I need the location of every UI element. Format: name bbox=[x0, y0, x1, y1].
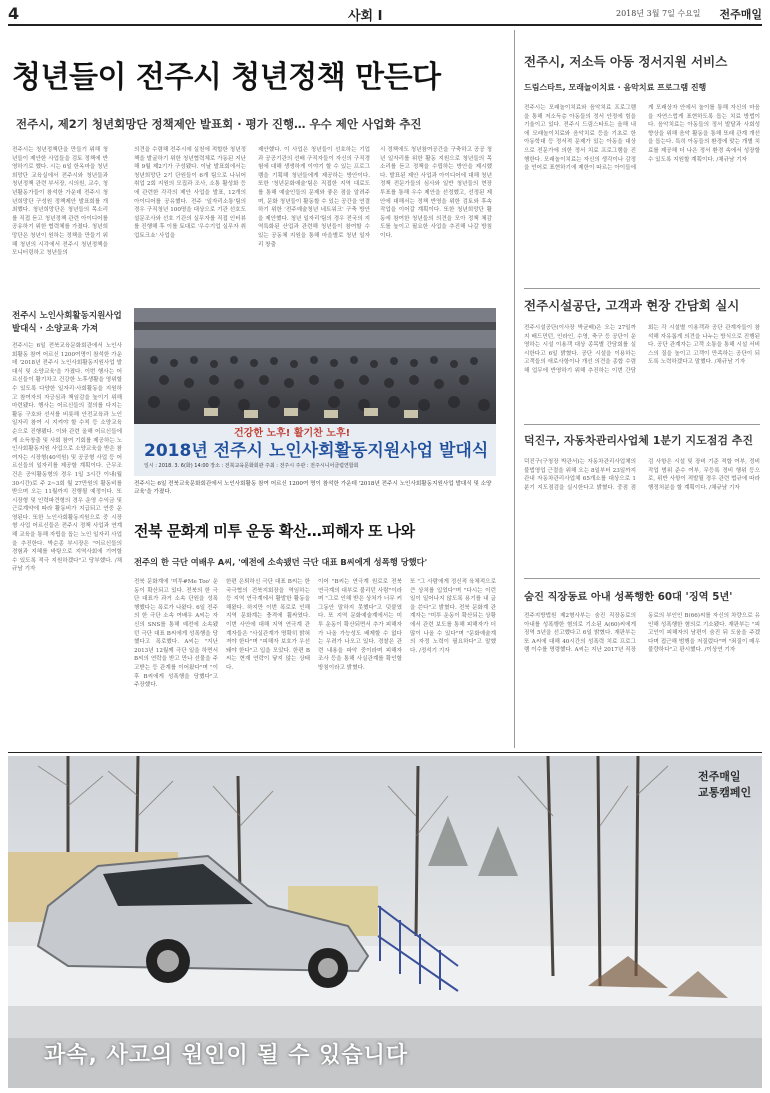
metoo-column-3: 이어 "B씨는 연극계 원로로 전북연극계의 대부로 불리던 사람"이라며 "그로 인해 받은 상처가 너무 커 그동안 말하지 못했다"고 덧붙였다. 또 지역 문화예술계에서는 미투 운동이 확산되면서 추가 피해자가 나올 가능성도 배제할 수 없다는 우려가 나오고 있다. 경찰은 관련 내용을 파악 중이라며 피해자 조사 등을 통해 사실관계를 확인할 방침이라고 밝혔다. bbox=[318, 579, 402, 671]
lead-subheadline: 전주시, 제2기 청년회망단 정책제안 발표회 · 평가 진행… 우수 제안 사업화 추진 bbox=[16, 117, 422, 131]
right-story-1-subheadline: 드림스타트, 모래놀이치료 · 음악치료 프로그램 진행 bbox=[524, 83, 707, 92]
lead-column-1: 전주시는 청년정책단을 만들기 위해 청년들이 제안한 사업들을 검토 정책에 반영하기로 했다. 시는 6일 한옥마을 청년희망단 교육실에서 전주시와 청년들과 청년정책 관련 부서장, 시의원, 교수, 청년활동가들이 참석한 가운데 전주시 청년희망단 구성원 정책제안 발표회를 개최했다. 청년희망단은 청년들의 목소리를 직접 듣고 청년정책 관련 아이디어를 공유하기 위한 협력체를 가졌다. 청년희망단은 청년이 원하는 정책을 만들기 위해 청년의 시각에서 전주시 청년정책을 모니터링하고 청년들의 bbox=[12, 147, 108, 257]
story-divider bbox=[524, 578, 760, 579]
right-story-1-text: 전주시는 모래놀이치료와 음악치료 프로그램을 통해 저소득층 아동들의 정서 안정에 힘을 기울이고 있다. 전주시 드림스타트는 올해 내에 모래놀이치료와 음악치료 등을 기초로 한 아동학대 등 정서적 문제가 있는 아동을 대상으로 전문가에 의한 정서 치료 프로그램을 진행한다. 모래놀이치료는 자신의 생각이나 감정을 언어로 표현하기에 제한이 따르는 아이들에게 모래상자 안에서 놀이를 통해 자신의 마음을 자연스럽게 표현하도록 돕는 치료 방법이다. 음악치료는 아동들의 정서 발달과 사회성 향상을 위해 음악 활동을 통해 또래 관계 개선을 돕는다. 특히 아동들의 환경에 맞는 개별 치료를 제공해 더 나은 정서 환경 속에서 성장할 수 있도록 지원할 계획이다. /채규남 기자 bbox=[524, 105, 760, 172]
campaign-brand: 전주매일 bbox=[698, 770, 741, 783]
right-story-1-headline: 전주시, 저소득 아동 정서지원 서비스 bbox=[524, 54, 728, 69]
lead-column-3: 제안했다. 이 사업은 청년들이 선호하는 기업과 공공기관의 선배 구직자들이 자신의 구직경험에 대해 생생하게 이야기 할 수 있는 프로그램을 기획해 청년들에게 제공하는 방안이다. 또한 '청년문화예술'팀은 직접한 지역 대료도를 통해 예술인들의 문제와 좋은 점을 알려주며, 문화 청년들이 활동할 수 있는 공간을 연결하기 위한 '전주예술청년 네트워크' 구축 방안을 제안했다. 청년 일자리'팀의 경우 전국의 지역특화된 산업과 관련해 청년들이 참여할 수 있는 공동체 지원을 통해 마을별로 청년 일자리 창출 bbox=[258, 147, 370, 248]
right-story-2-headline: 전주시설공단, 고객과 현장 간담회 실시 bbox=[524, 298, 740, 313]
senior-event-photo bbox=[134, 308, 496, 476]
campaign-slogan: 과속, 사고의 원인이 될 수 있습니다 bbox=[44, 1043, 409, 1068]
right-story-3-text: 덕진구(구청장 박관서)는 자동차관리사업체의 불법영업 근절을 위해 오는 8일부터 23일까지 관내 자동차관리사업체 65개소를 대상으로 1분기 지도점검을 실시한다고 밝혔다. 중점 점검 사항은 시설 및 장비 기준 적합 여부, 정비 작업 범위 준수 여부, 무등록 정비 행위 등으로, 위반 사항이 적발될 경우 관련 법규에 따라 행정처분을 할 계획이다. /채규남 기자 bbox=[524, 459, 760, 491]
campaign-top-rule bbox=[8, 752, 762, 753]
right-story-2-text: 전주시설공단(이사장 박균배)은 오는 27일까지 배드민턴, 인라인, 수영, 축구 등 공단이 운영하는 시설 이용객 대상 종목별 간담회를 실시한다고 6일 밝혔다. 공단 시설을 이용하는 고객들의 애로사항이나 개선 의견을 종합 수렴해 업무에 반영하기 위해 추진하는 이번 간담회는 각 시설별 이용객과 공단 관계자들이 참석해 자유롭게 의견을 나누는 방식으로 진행된다. 공단 관계자는 고객 소통을 통해 시설 서비스의 질을 높이고 고객이 만족하는 공단이 되도록 노력하겠다고 말했다. /채규남 기자 bbox=[524, 325, 760, 374]
lead-column-4: 시 정책에도 청년참여공간을 구축하고 공공 청년 일자리를 위한 활동 지원으로 청년들의 목소리를 듣고 정책을 수립하는 방안을 제시했다. 발표된 제안 사업과 아이디어에 대해 청년정책 전문가들의 심사와 일반 청년들의 현장 투표를 통해 우수 제안을 선정했고, 선정된 제안에 대해서는 정책 반영을 위한 검토와 후속 작업을 이어갈 계획이다. 또한 청년희망단 활동에 참여한 청년들의 의견을 모아 정책 체감도를 높이고 필요한 사업을 추진해 나갈 방침이다. bbox=[380, 147, 492, 239]
page-number: 4 bbox=[8, 4, 20, 23]
banner-info: 일시 : 2018. 3. 6(화) 14:00 장소 : 전북교육문화회관 주최 : 전주시 주관 : 전주시니어클럽연합회 bbox=[144, 463, 359, 469]
senior-text: 전주시는 6일 전북교육문화회관에서 노인사회활동 참여 어르신 1200여명이 참석한 가운데 '2018년 전주시 노인사회활동지원사업 발대식 및 소양교육'을 가졌다. 이번 행사는 어르신들이 활기차고 건강한 노후생활을 영위할 수 있도록 다양한 일자리·사회활동을 지원하고 참여자의 자긍심과 책임감을 높이기 위해 마련됐다. 행사는 어르신들의 결의를 다지는 활동 구호와 선서를 비롯해 안전교육과 노인 일자리 참여 시 지켜야 할 수칙 등 소양교육 순으로 진행됐다. 이와 관련 올해 어르신들에게 소득창출 및 사회 참여 기회를 제공하는 노인사회활동지원 사업으로 소양교육을 받은 참여자는 시장형(40억원) 및 공공형 사업 등 어르신들의 일자리를 제공할 계획이다. 근무조건은 공익활동형의 경우 1일 3시간 이내(월 30시간)로 주 2~3회 월 27만원의 활동비를 받으며 오는 11월까지 진행될 예정이다. 또 시장형 및 인력파견형의 경우 운영 수익금 및 근로계약에 따라 활동비가 지급되고 연중 운영된다. 또한 노인사회활동지원으로 중 시장형 사업 어르신들은 전주시 정책 사업과 연계해 교육을 통해 자립을 돕는 노인 일자리 사업을 추진한다. 박순종 부시장은 "어르신들의 경험과 지혜를 바탕으로 지역사회에 기여할 수 있도록 적극 지원하겠다"고 당부했다. /채규남 기자 bbox=[12, 343, 122, 573]
lead-headline: 청년들이 전주시 청년정책 만든다 bbox=[12, 60, 441, 95]
metoo-column-4: 또 "그 사람에게 정신적 육체적으로 큰 상처를 입었다"며 "다시는 이런 일이 일어나지 않도록 용기를 내 글을 쓴다"고 밝혔다. 전북 문화계 관계자는 "미투 운동이 확산되는 상황에서 관련 보도를 통해 피해자가 더 많이 나올 수 있다"며 "문화예술계의 자정 노력이 필요하다"고 말했다. /정석기 기자 bbox=[410, 579, 496, 654]
issue-date: 2018년 3월 7일 수요일 bbox=[616, 9, 701, 18]
senior-headline: 전주시 노인사회활동지원사업 발대식 · 소양교육 가져 bbox=[12, 311, 122, 334]
right-story-4-headline: 숨진 직장동료 아내 성폭행한 60대 '징역 5년' bbox=[524, 591, 733, 603]
column-divider bbox=[514, 30, 515, 748]
newspaper-brand: 전주매일 bbox=[719, 8, 762, 21]
metoo-subheadline: 전주의 한 극단 여배우 A씨, '예전에 소속됐던 극단 대표 B씨에게 성폭행 당했다' bbox=[134, 557, 428, 567]
banner-title: 2018년 전주시 노인사회활동지원사업 발대식 bbox=[144, 441, 489, 461]
right-story-4-text: 전주지방법원 제2형사부는 숨진 직장동료의 아내를 성폭행한 혐의로 기소된 A(60)씨에게 징역 5년을 선고했다고 6일 밝혔다. 재판부는 또 A씨에 대해 40시간의 성폭력 치료 프로그램 이수를 명령했다. A씨는 지난 2017년 직장동료의 부인인 B(66)씨를 자신의 차량으로 유인해 성폭행한 혐의로 기소됐다. 재판부는 "피고인이 피해자의 남편이 숨진 뒤 도움을 주겠다며 접근해 범행을 저질렀다"며 "죄질이 매우 불량하다"고 판시했다. /이상연 기자 bbox=[524, 613, 760, 654]
banner-slogan: 건강한 노후! 활기찬 노후! bbox=[234, 428, 351, 439]
section-name: 사회 I bbox=[348, 9, 383, 24]
header-rule bbox=[8, 24, 762, 26]
story-divider bbox=[524, 424, 760, 425]
metoo-headline: 전북 문화계 미투 운동 확산…피해자 또 나와 bbox=[134, 522, 415, 540]
metoo-column-2: 한편 은퇴하신 극단 대표 B씨는 한국극협의 전북지회장을 역임하는 등 지역 연극계에서 활발한 활동을 해왔다. 하지만 이번 폭로로 인해 지역 문화계는 충격에 휩싸였다. 이번 사안에 대해 지역 연극계 관계자들은 "사실관계가 명확히 밝혀져야 한다"며 "피해자 보호가 우선돼야 한다"고 입을 모았다. 한편 B씨는 현재 연락이 닿지 않는 상태다. bbox=[226, 579, 310, 671]
traffic-campaign-photo bbox=[8, 756, 762, 1088]
campaign-name: 교통캠페인 bbox=[698, 786, 752, 799]
metoo-column-1: 전북 문화계에 '미투#Me Too' 운동이 확산되고 있다. 전북의 한 극단 대표가 과거 소속 단원을 성폭행했다는 폭로가 나왔다. 6일 전주의 한 극단 소속 여배우 A씨는 자신의 SNS를 통해 예전에 소속됐던 극단 대표 B씨에게 성폭행을 당했다고 폭로했다. A씨는 "지난 2013년 12월께 극단 일을 하면서 B씨의 연락을 받고 만나 선물을 주고받는 등 관계를 이어왔다"며 "이후 B씨에게 성폭행을 당했다"고 주장했다. bbox=[134, 579, 218, 689]
lead-column-2: 의견을 수렴해 전주시에 실천에 적합한 청년정책을 발굴하기 위한 청년협력체로 가동된 지난해 9월 제2기가 구성됐다. 이날 발표회에서는 청년희망단 2기 단원들이 6개 팀으로 나뉘어 취업 2회 지원의 모집과 조사, 소통 활성화 등에 관련한 각각의 제안 사업을 발표, 12개의 아이디어를 공유했다. 전주 '일자리소통'팀의 경우 구직청년 100명을 대상으로 기관 선호도 설문조사와 선호 기관의 실무자를 직접 인터뷰를 진행해 후 이를 토대로 '우수기업 실무자 취업토크쇼' 사업을 bbox=[134, 147, 246, 239]
senior-photo-caption: 전주시는 6일 전북교육문화회관에서 노인사회활동 참여 어르신 1200여 명이 참석한 가운데 '2018년 전주시 노인사회활동지원사업 발대식 및 소양교육'을 가졌다. bbox=[134, 481, 492, 495]
story-divider bbox=[524, 288, 760, 289]
event-banner bbox=[134, 424, 496, 476]
page-header bbox=[8, 4, 762, 24]
right-story-3-headline: 덕진구, 자동차관리사업체 1분기 지도점검 추진 bbox=[524, 434, 754, 447]
